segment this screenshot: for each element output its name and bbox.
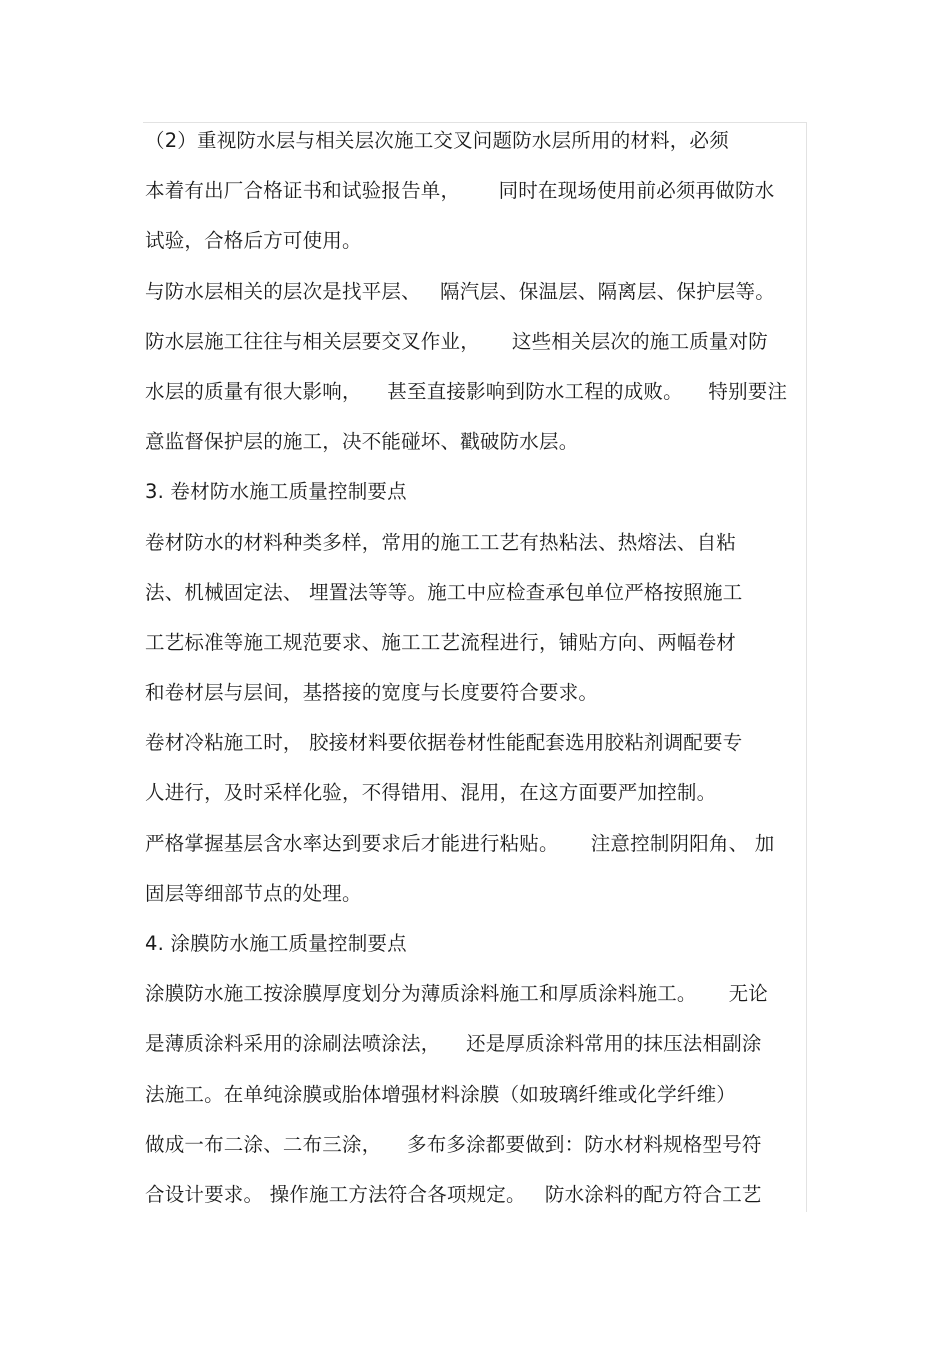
paragraph-line: 合设计要求。 操作施工方法符合各项规定。 防水涂料的配方符合工艺 xyxy=(145,1182,762,1206)
section-heading: 3. 卷材防水施工质量控制要点 xyxy=(145,480,407,504)
paragraph-line: 人进行，及时采样化验，不得错用、混用，在这方面要严加控制。 xyxy=(145,781,717,805)
paragraph-line: 与防水层相关的层次是找平层、 隔汽层、保温层、隔离层、保护层等。 xyxy=(145,279,775,303)
paragraph-line: 本着有出厂合格证书和试验报告单， 同时在现场使用前必须再做防水 xyxy=(145,179,775,203)
paragraph-line: 水层的质量有很大影响， 甚至直接影响到防水工程的成败。 特别要注 xyxy=(145,379,788,403)
paragraph-line: 严格掌握基层含水率达到要求后才能进行粘贴。 注意控制阴阳角、 加 xyxy=(145,831,775,855)
paragraph-line: 卷材防水的材料种类多样，常用的施工工艺有热粘法、热熔法、自粘 xyxy=(145,530,737,554)
paragraph-line: 和卷材层与层间，基搭接的宽度与长度要符合要求。 xyxy=(145,681,599,705)
paragraph-line: 做成一布二涂、二布三涂， 多布多涂都要做到：防水材料规格型号符 xyxy=(145,1132,762,1156)
paragraph-line: 防水层施工往往与相关层要交叉作业， 这些相关层次的施工质量对防 xyxy=(145,329,768,353)
paragraph-line: 卷材冷粘施工时， 胶接材料要依据卷材性能配套选用胶粘剂调配要专 xyxy=(145,731,743,755)
paragraph-line: 试验，合格后方可使用。 xyxy=(145,229,362,253)
document-body xyxy=(145,116,825,1220)
paragraph-line: 意监督保护层的施工，决不能碰坏、戳破防水层。 xyxy=(145,430,579,454)
paragraph-line: （2）重视防水层与相关层次施工交叉问题防水层所用的材料，必须 xyxy=(145,129,729,152)
paragraph-line: 固层等细部节点的处理。 xyxy=(145,881,362,905)
section-heading: 4. 涂膜防水施工质量控制要点 xyxy=(145,932,407,955)
paragraph-line: 是薄质涂料采用的涂刷法喷涂法， 还是厚质涂料常用的抹压法相副涂 xyxy=(145,1032,762,1056)
paragraph-line: 涂膜防水施工按涂膜厚度划分为薄质涂料施工和厚质涂料施工。 无论 xyxy=(145,982,768,1006)
paragraph-line: 法施工。在单纯涂膜或胎体增强材料涂膜（如玻璃纤维或化学纤维） xyxy=(145,1082,737,1106)
paragraph-line: 法、机械固定法、 埋置法等等。施工中应检查承包单位严格按照施工 xyxy=(145,580,743,604)
paragraph-line: 工艺标准等施工规范要求、施工工艺流程进行，铺贴方向、两幅卷材 xyxy=(145,630,737,654)
